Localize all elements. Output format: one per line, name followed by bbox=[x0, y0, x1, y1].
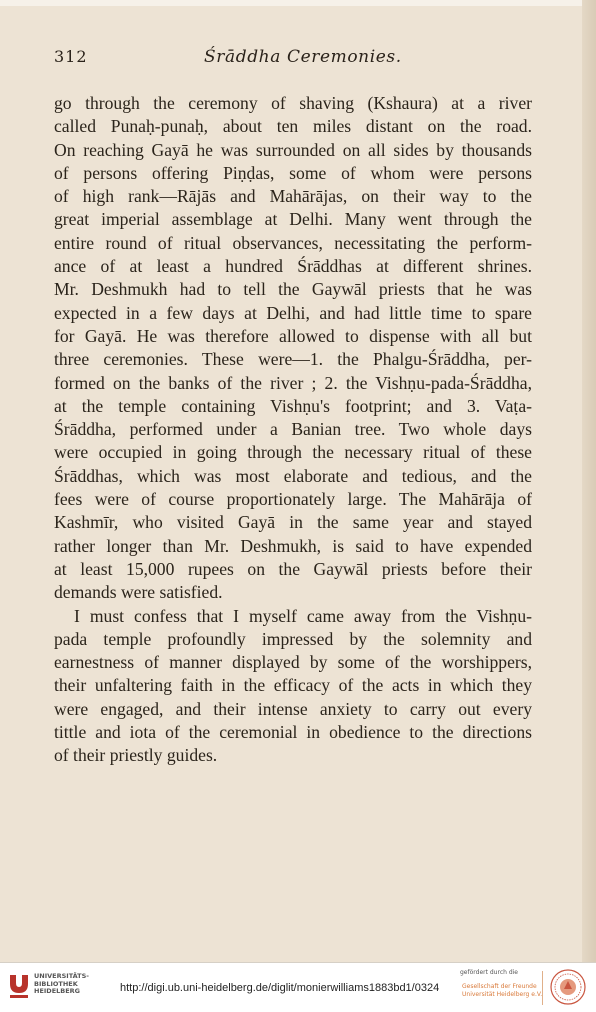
library-name-line: UNIVERSITÄTS- bbox=[34, 972, 89, 980]
text-line: Kashmīr, who visited Gayā in the same year and stayed bbox=[54, 512, 532, 533]
page-top-edge bbox=[0, 0, 596, 6]
text-line: ance of at least a hundred Śrāddhas at different shrines. bbox=[54, 256, 532, 277]
text-line: their unfaltering faith in the efficacy of the acts in which they bbox=[54, 675, 532, 696]
society-name-line: Universität Heidelberg e.V. bbox=[462, 991, 543, 998]
text-line: demands were satisfied. bbox=[54, 582, 223, 603]
text-line: of persons offering Piṇḍas, some of whom were persons bbox=[54, 162, 532, 183]
text-line: earnestness of manner displayed by some of the worshippers, bbox=[54, 652, 532, 673]
text-line: tittle and iota of the ceremonial in obedience to the directions bbox=[54, 722, 532, 743]
text-line: at least 15,000 rupees on the Gaywāl priests before their bbox=[54, 558, 532, 579]
page-right-edge bbox=[582, 0, 596, 962]
text-line: were occupied in going through the necessary ritual of these bbox=[54, 442, 532, 463]
page-number: 312 bbox=[54, 47, 88, 66]
text-line: great imperial assemblage at Delhi. Many went through the bbox=[54, 209, 532, 230]
university-seal-icon[interactable] bbox=[550, 969, 586, 1005]
text-line: Mr. Deshmukh had to tell the Gaywāl priests that he was bbox=[54, 279, 532, 300]
library-name bbox=[34, 973, 89, 996]
text-line: called Punaḥ-punaḥ, about ten miles distant on the road. bbox=[54, 116, 532, 137]
body-text bbox=[54, 92, 532, 768]
text-line: I must confess that I myself came away from the Vishṇu- bbox=[74, 605, 532, 626]
text-line: formed on the banks of the river ; 2. the Vishṇu-pada-Śrāddha, bbox=[54, 372, 532, 393]
text-line: fees were of course proportionately large. The Mahārāja of bbox=[54, 489, 532, 510]
text-line: Śrāddhas, which was most elaborate and tedious, and the bbox=[54, 465, 532, 486]
text-line: of their priestly guides. bbox=[54, 745, 218, 766]
funded-by-label: gefördert durch die bbox=[460, 969, 518, 976]
permalink-url[interactable]: http://digi.ub.uni-heidelberg.de/diglit/monierwilliams1883bd1/0324 bbox=[120, 982, 440, 994]
text-line: rather longer than Mr. Deshmukh, is said to have expended bbox=[54, 535, 532, 556]
digitization-footer bbox=[0, 962, 596, 1012]
text-line: expected in a few days at Delhi, and had little time to spare bbox=[54, 302, 532, 323]
society-name bbox=[462, 983, 542, 999]
footer-divider bbox=[542, 971, 543, 1005]
text-line: were engaged, and their intense anxiety to carry out every bbox=[54, 698, 532, 719]
text-line: pada temple profoundly impressed by the solemnity and bbox=[54, 628, 532, 649]
society-name-line: Gesellschaft der Freunde bbox=[462, 983, 537, 990]
library-name-line: HEIDELBERG bbox=[34, 987, 81, 995]
text-line: at the temple containing Vishṇu's footprint; and 3. Vaṭa- bbox=[54, 395, 532, 416]
page-header bbox=[54, 47, 534, 77]
ub-heidelberg-logo-icon[interactable] bbox=[8, 973, 30, 999]
text-line: entire round of ritual observances, necessitating the perform- bbox=[54, 232, 532, 253]
text-line: On reaching Gayā he was surrounded on all sides by thousands bbox=[54, 139, 532, 160]
text-line: go through the ceremony of shaving (Kshaura) at a river bbox=[54, 93, 532, 113]
text-line: Śrāddha, performed under a Banian tree. Two whole days bbox=[54, 419, 532, 440]
library-name-line: BIBLIOTHEK bbox=[34, 979, 78, 988]
text-line: for Gayā. He was therefore allowed to dispense with all but bbox=[54, 325, 532, 346]
running-title: Śrāddha Ceremonies. bbox=[204, 47, 402, 67]
text-line: three ceremonies. These were—1. the Phalgu-Śrāddha, per- bbox=[54, 349, 532, 370]
text-line: of high rank—Rājās and Mahārājas, on their way to the bbox=[54, 186, 532, 207]
